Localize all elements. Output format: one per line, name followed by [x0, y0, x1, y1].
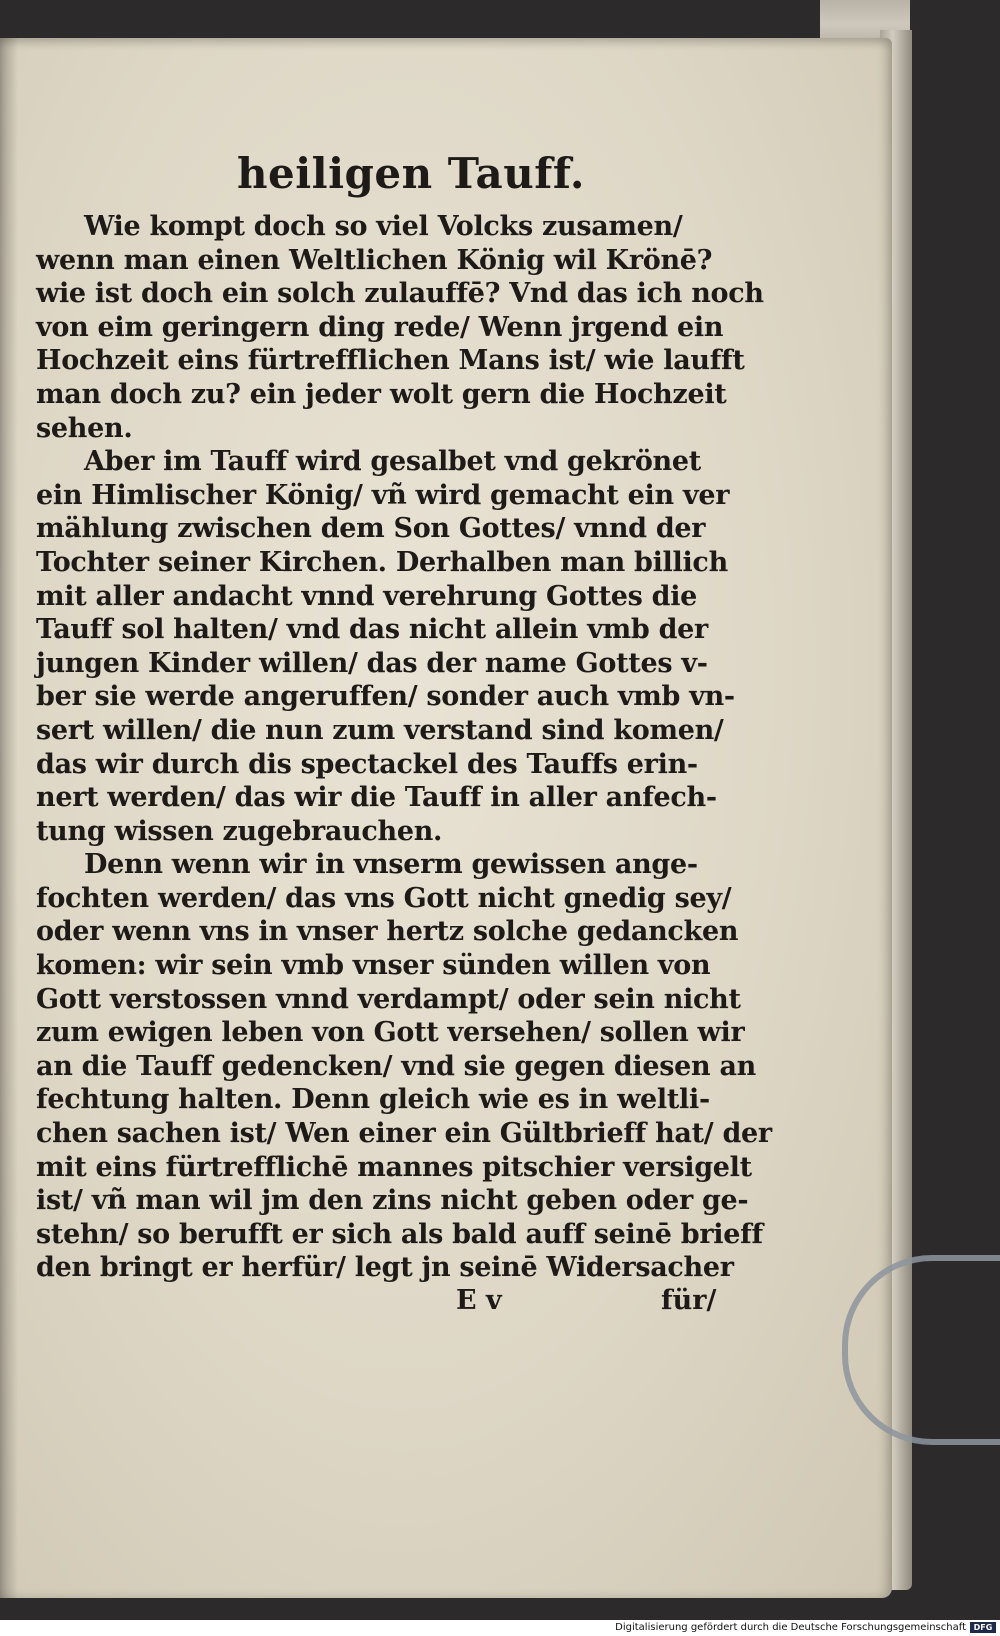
- text-line: mit eins fürtrefflichē mannes pitschier versigelt: [36, 1151, 752, 1183]
- text-line: Denn wenn wir in vnserm gewissen ange-: [84, 849, 698, 881]
- text-line: komen: wir sein vmb vnser sünden willen von: [36, 950, 711, 982]
- page-clip: [842, 1255, 1000, 1445]
- text-line: Wie kompt doch so viel Volcks zusamen/: [84, 211, 683, 242]
- text-line: wie ist doch ein solch zulauffē? Vnd das ich noch: [36, 278, 764, 310]
- text-line: mit aller andacht vnnd verehrung Gottes die: [36, 580, 698, 612]
- text-line: an die Tauff gedencken/ vnd sie gegen diesen an: [36, 1050, 756, 1082]
- text-line: oder wenn vns in vnser hertz solche gedancken: [36, 916, 739, 948]
- text-line: ist/ vñ man wil jm den zins nicht geben oder ge-: [36, 1185, 749, 1217]
- text-line: von eim geringern ding rede/ Wenn jrgend ein: [36, 311, 724, 343]
- text-line: wenn man einen Weltlichen König wil Krönē?: [36, 244, 713, 276]
- text-line: den bringt er herfür/ legt jn seinē Widersacher: [36, 1252, 734, 1284]
- book-page: [0, 38, 892, 1598]
- text-line: Tauff sol halten/ vnd das nicht allein vmb der: [36, 614, 708, 646]
- text-line: zum ewigen leben von Gott versehen/ sollen wir: [36, 1017, 745, 1049]
- funding-credit: Digitalisierung gefördert durch die Deutsche Forschungsgemeinschaft: [615, 1622, 966, 1633]
- text-block: [36, 148, 772, 1319]
- text-line: nert werden/ das wir die Tauff in aller anfech-: [36, 782, 717, 814]
- dfg-logo-icon: DFG: [970, 1622, 996, 1633]
- paragraph-3: [36, 848, 772, 1285]
- paragraph-1: [36, 210, 764, 445]
- text-line: stehn/ so berufft er sich als bald auff seinē brieff: [36, 1218, 763, 1250]
- text-line: chen sachen ist/ Wen einer ein Gültbrieff hat/ der: [36, 1118, 772, 1150]
- running-title: heiligen Tauff.: [236, 149, 586, 198]
- signature-line: [36, 1285, 726, 1319]
- text-line: Hochzeit eins fürtrefflichen Mans ist/ wie laufft: [36, 345, 745, 377]
- text-line: Gott verstossen vnnd verdampt/ oder sein nicht: [36, 983, 741, 1015]
- signature-mark: E v: [456, 1285, 502, 1316]
- text-line: fechtung halten. Denn gleich wie es in weltli-: [36, 1084, 710, 1116]
- catchword: für/: [661, 1285, 717, 1316]
- text-line: fochten werden/ das vns Gott nicht gnedig sey/: [36, 882, 732, 914]
- text-line: man doch zu? ein jeder wolt gern die Hochzeit: [36, 378, 727, 410]
- text-line: das wir durch dis spectackel des Tauffs erin-: [36, 748, 698, 780]
- text-line: jungen Kinder willen/ das der name Gottes v-: [36, 647, 708, 679]
- text-line: mählung zwischen dem Son Gottes/ vnnd der: [36, 513, 706, 545]
- text-line: sert willen/ die nun zum verstand sind komen/: [36, 714, 724, 746]
- footer-bar: [0, 1620, 1000, 1636]
- text-line: sehen.: [36, 412, 133, 444]
- text-line: Aber im Tauff wird gesalbet vnd gekrönet: [84, 446, 701, 478]
- text-line: Tochter seiner Kirchen. Derhalben man billich: [36, 546, 728, 578]
- gutter-shadow: [0, 38, 18, 1598]
- text-line: ber sie werde angeruffen/ sonder auch vmb vn-: [36, 681, 735, 713]
- paragraph-2: [36, 445, 735, 848]
- text-line: tung wissen zugebrauchen.: [36, 815, 443, 847]
- text-line: ein Himlischer König/ vñ wird gemacht ein ver: [36, 479, 730, 511]
